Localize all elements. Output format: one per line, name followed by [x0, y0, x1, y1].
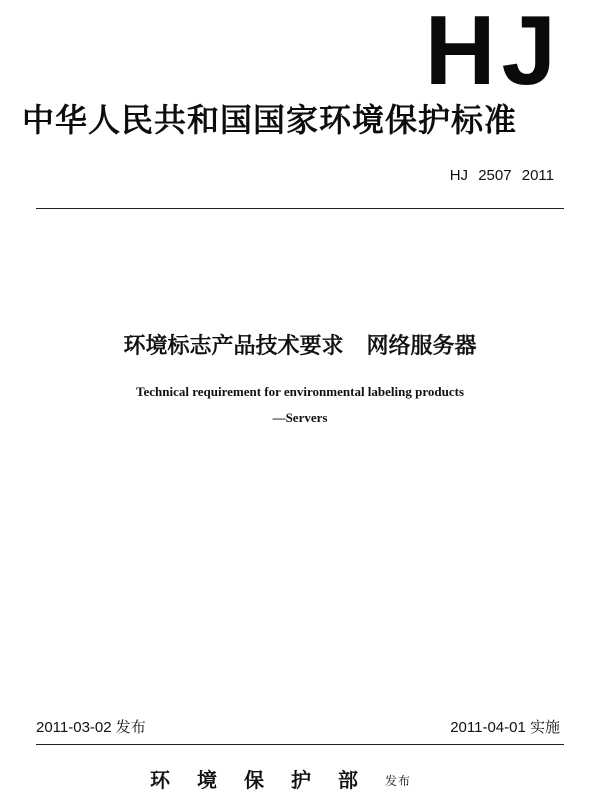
- hj-logo: HJ: [424, 6, 562, 94]
- top-divider: [36, 208, 564, 209]
- publisher-suffix: 发布: [385, 774, 412, 788]
- implementation-date: 2011-04-01 实施: [450, 719, 560, 736]
- english-subtitle: —Servers: [272, 410, 328, 425]
- issue-date: 2011-03-02 发布: [36, 719, 146, 736]
- standard-type-heading: 中华人民共和国国家环境保护标准: [22, 101, 518, 139]
- publisher-name: 环境保护部: [150, 768, 385, 792]
- english-title: Technical requirement for environmental labeling products: [135, 384, 465, 399]
- chinese-title: 环境标志产品技术要求 网络服务器: [123, 334, 477, 359]
- publisher-line: [150, 766, 480, 795]
- bottom-divider: [36, 744, 564, 745]
- standard-code: HJ 2507 2011: [449, 167, 554, 184]
